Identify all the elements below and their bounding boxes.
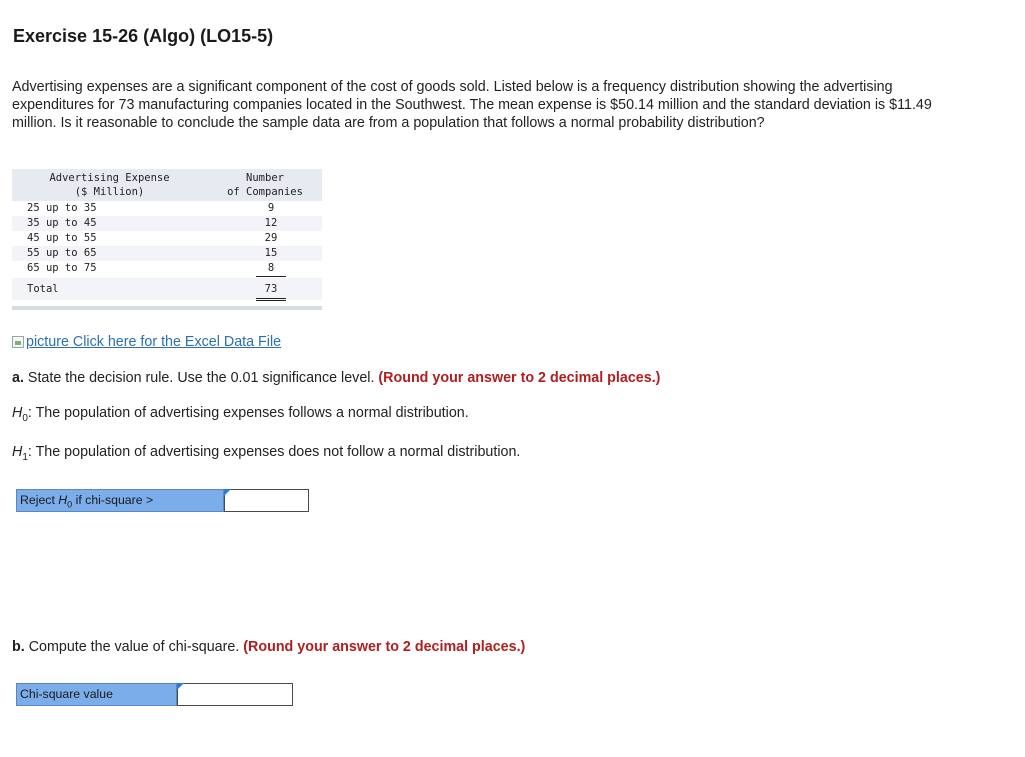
table-row: [12, 231, 322, 246]
expense-range: 45 up to 55: [27, 232, 97, 244]
question-b-hint: (Round your answer to 2 decimal places.): [243, 639, 526, 655]
table-row: [12, 246, 322, 261]
critical-value-input[interactable]: [224, 489, 309, 512]
company-count: 8: [256, 261, 286, 277]
expense-range: 55 up to 65: [27, 247, 97, 259]
null-hypothesis: [12, 405, 469, 424]
h1-symbol: H: [12, 444, 23, 460]
chi-square-label: Chi-square value: [16, 683, 177, 706]
question-b-letter: b.: [12, 639, 25, 655]
company-count: 29: [264, 232, 278, 244]
decision-rule-input-wrap: [224, 489, 309, 512]
header-advertising-expense: Advertising Expense ($ Million): [49, 172, 170, 198]
total-value: 73: [256, 280, 286, 301]
company-count: 9: [267, 202, 275, 214]
h1-subscript: 1: [22, 451, 28, 463]
expense-range: 25 up to 35: [27, 202, 97, 214]
table-row: [12, 261, 322, 276]
chi-square-value-input[interactable]: [177, 683, 293, 706]
chi-square-input-wrap: [177, 683, 293, 706]
decision-rule-label: Reject $H_0$ if chi-square >: [16, 489, 224, 512]
problem-statement: Advertising expenses are a significant component of the cost of goods sold. Listed below is a frequency distribution showing the advertising expenditures for 73 manufacturing companies located in the Southwest. The mean expense is $50.14 million and the standard deviation is $11.49 million. Is it reasonable to conclude the sample data are from a population that follows a normal probability distribution?: [12, 79, 932, 131]
question-a: [12, 370, 660, 386]
total-label: Total: [27, 283, 59, 295]
image-alt-text: picture: [26, 334, 69, 350]
alternative-hypothesis: [12, 444, 520, 463]
expense-range: 65 up to 75: [27, 262, 97, 274]
question-a-letter: a.: [12, 370, 24, 386]
exercise-title: Exercise 15-26 (Algo) (LO15-5): [13, 26, 274, 46]
table-bottom-border: [12, 306, 322, 310]
question-b: [12, 639, 525, 655]
decision-rule-answer-row: [16, 489, 309, 512]
excel-data-file-link[interactable]: [12, 334, 281, 350]
table-row: [12, 216, 322, 231]
expense-range: 35 up to 45: [27, 217, 97, 229]
excel-link-label: Click here for the Excel Data File: [68, 334, 282, 350]
h1-text: : The population of advertising expenses does not follow a normal distribution.: [27, 444, 521, 460]
table-total-row: [12, 278, 322, 300]
company-count: 15: [264, 247, 278, 259]
h0-subscript: 0: [22, 412, 28, 424]
question-a-hint: (Round your answer to 2 decimal places.): [378, 370, 661, 386]
chi-square-answer-row: [16, 683, 293, 706]
header-number-of-companies: Number of Companies: [227, 172, 303, 198]
company-count: 12: [264, 217, 278, 229]
broken-image-icon: [12, 336, 24, 348]
frequency-table: [12, 169, 322, 300]
question-b-text: Compute the value of chi-square.: [24, 639, 244, 655]
h0-symbol: H: [12, 405, 23, 421]
table-header: [12, 169, 322, 201]
table-row: [12, 201, 322, 216]
h0-text: : The population of advertising expenses follows a normal distribution.: [27, 405, 469, 421]
question-a-text: State the decision rule. Use the 0.01 significance level.: [23, 370, 379, 386]
